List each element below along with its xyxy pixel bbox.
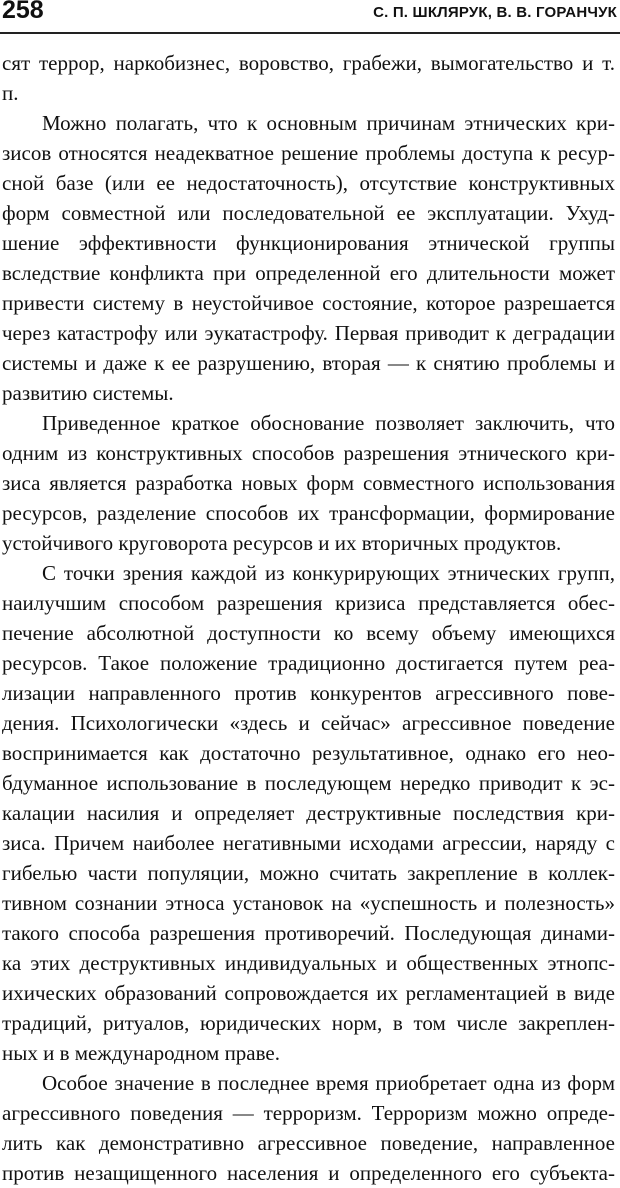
text-line: одним из конструктивных способов разрешения этнического кри- bbox=[2, 441, 615, 465]
text-line: развитию системы. bbox=[2, 381, 174, 405]
text-line: дения. Психологически «здесь и сейчас» агрессивное поведение bbox=[2, 711, 615, 735]
text-line: п. bbox=[2, 81, 19, 105]
text-line: привести систему в неустойчивое состояние, которое разрешается bbox=[2, 291, 615, 315]
text-line: сной базе (или ее недостаточность), отсутствие конструктивных bbox=[2, 171, 615, 195]
text-line: традиций, ритуалов, юридических норм, в том числе закреплен- bbox=[2, 1011, 615, 1035]
running-header bbox=[0, 0, 620, 40]
text-line: ка этих деструктивных индивидуальных и общественных этнопс- bbox=[2, 951, 615, 975]
text-line: гибелью части популяции, можно считать закрепление в коллек- bbox=[2, 861, 615, 885]
text-line: тивном сознании этноса установок на «успешность и полезность» bbox=[2, 891, 615, 915]
text-line: зиса. Причем наиболее негативными исходами агрессии, наряду с bbox=[2, 831, 615, 855]
body-text bbox=[2, 48, 615, 1188]
text-line: лизации направленного против конкурентов агрессивного пове- bbox=[2, 681, 615, 705]
text-line: сят террор, наркобизнес, воровство, грабежи, вымогательство и т. bbox=[2, 51, 615, 75]
text-line: лить как демонстративно агрессивное поведение, направленное bbox=[2, 1131, 615, 1155]
text-line: через катастрофу или эукатастрофу. Первая приводит к деградации bbox=[2, 321, 615, 345]
text-line: против незащищенного населения и определенного его субъекта- bbox=[2, 1161, 615, 1185]
text-line: ресурсов. Такое положение традиционно достигается путем реа- bbox=[2, 651, 615, 675]
text-line: устойчивого круговорота ресурсов и их вторичных продуктов. bbox=[2, 531, 562, 555]
text-line: калации насилия и определяет деструктивные последствия кри- bbox=[2, 801, 615, 825]
text-line: вследствие конфликта при определенной его длительности может bbox=[2, 261, 615, 285]
text-line: С точки зрения каждой из конкурирующих этнических групп, bbox=[42, 561, 615, 585]
text-line: наилучшим способом разрешения кризиса представляется обес- bbox=[2, 591, 615, 615]
text-line: Приведенное краткое обоснование позволяет заключить, что bbox=[42, 411, 615, 435]
text-line: шение эффективности функционирования этнической группы bbox=[2, 231, 615, 255]
text-line: бдуманное использование в последующем нередко приводит к эс- bbox=[2, 771, 615, 795]
text-line: ихических образований сопровождается их регламентацией в виде bbox=[2, 981, 615, 1005]
page-number: 258 bbox=[2, 0, 44, 24]
text-line: зисов относятся неадекватное решение проблемы доступа к ресур- bbox=[2, 141, 615, 165]
text-line: форм совместной или последовательной ее эксплуатации. Ухуд- bbox=[2, 201, 615, 225]
text-line: воспринимается как достаточно результативное, однако его нео- bbox=[2, 741, 615, 765]
text-line: ных и в международном праве. bbox=[2, 1041, 280, 1065]
text-line: такого способа разрешения противоречий. Последующая динами- bbox=[2, 921, 615, 945]
text-line: Можно полагать, что к основным причинам этнических кри- bbox=[42, 111, 615, 135]
header-rule bbox=[0, 32, 620, 34]
text-line: агрессивного поведения — терроризм. Терроризм можно опреде- bbox=[2, 1101, 615, 1125]
running-header-authors: С. П. ШКЛЯРУК, В. В. ГОРАНЧУК bbox=[373, 4, 617, 21]
text-line: зиса является разработка новых форм совместного использования bbox=[2, 471, 615, 495]
text-line: ресурсов, разделение способов их трансформации, формирование bbox=[2, 501, 615, 525]
text-line: Особое значение в последнее время приобретает одна из форм bbox=[42, 1071, 615, 1095]
text-line: печение абсолютной доступности ко всему объему имеющихся bbox=[2, 621, 615, 645]
text-line: системы и даже к ее разрушению, вторая — к снятию проблемы и bbox=[2, 351, 615, 375]
